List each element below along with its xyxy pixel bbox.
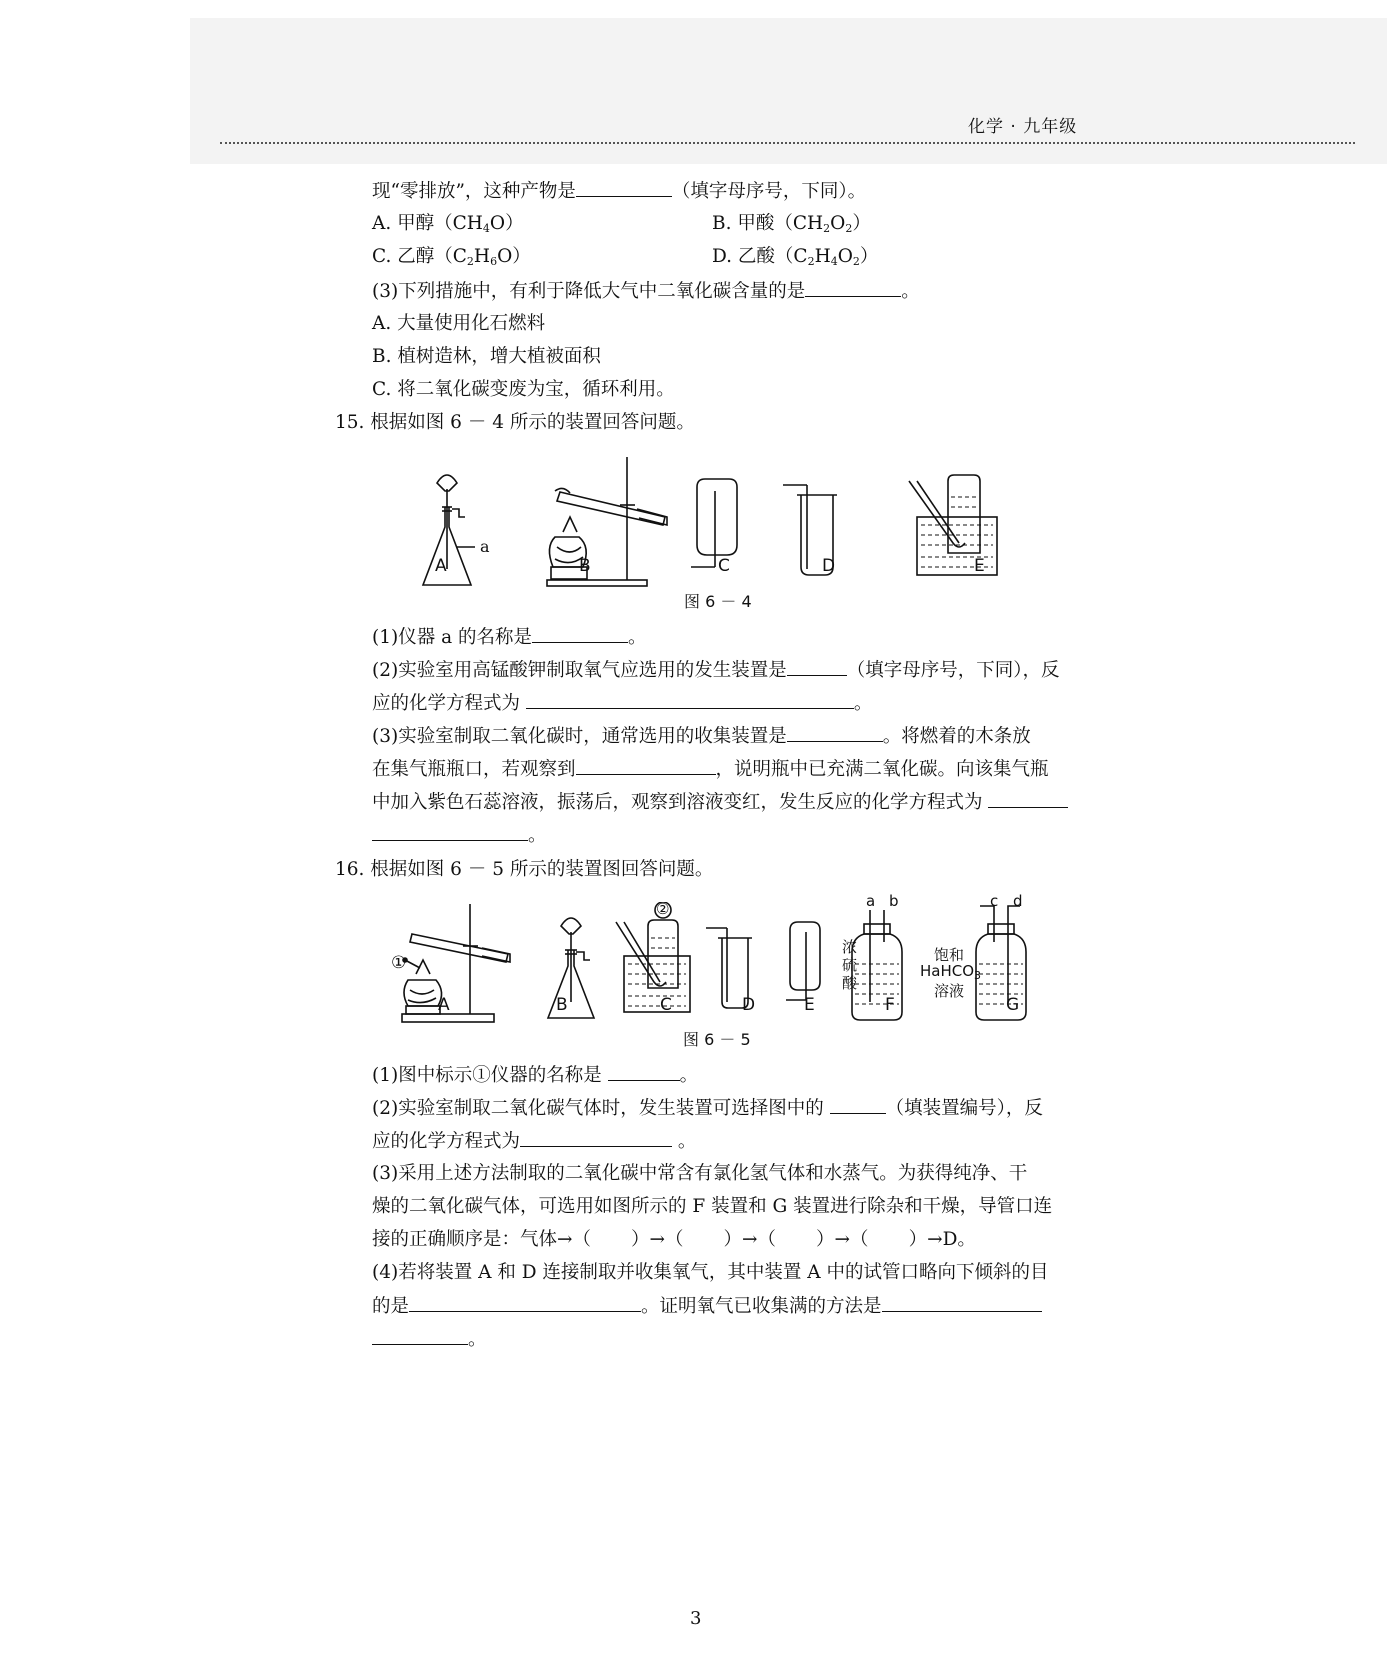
q15-part3d: 。 (372, 822, 547, 849)
q16-part2b: 应的化学方程式为 。 (372, 1128, 696, 1155)
q15-part3: (3)实验室制取二氧化碳时，通常选用的收集装置是 。将燃着的木条放 (372, 723, 1031, 750)
fig65-caption: 图 6 － 5 (683, 1030, 751, 1049)
answer-blank[interactable] (532, 624, 628, 643)
q16-part3b: 燥的二氧化碳气体，可选用如图所示的 F 装置和 G 装置进行除杂和干燥，导管口连 (372, 1196, 1053, 1217)
option-a: A. 甲醇$(CH_4O)$ (372, 213, 524, 235)
g-side-label-1: 饱和 (934, 946, 965, 964)
answer-blank[interactable] (576, 178, 672, 197)
fig64-label-c: C (718, 556, 730, 576)
q16-part3c: 接的正确顺序是：气体→（ ）→（ ）→（ ）→（ ）→D。 (372, 1229, 976, 1250)
header-title: 化学 · 九年级 (968, 117, 1078, 137)
apparatus-c (616, 902, 690, 1012)
g-side-label-2: HaHCO$_3$ (920, 962, 982, 982)
q16-part4c: 。 (372, 1326, 487, 1353)
q16-part2: (2)实验室制取二氧化碳气体时，发生装置可选择图中的 （填装置编号），反 (372, 1095, 1043, 1122)
answer-blank[interactable] (830, 1095, 886, 1114)
fig64-caption: 图 6 － 4 (684, 592, 752, 611)
answer-blank[interactable] (372, 1326, 468, 1345)
apparatus-b (548, 918, 594, 1018)
answer-blank[interactable] (805, 278, 901, 297)
q16-title: 16. 根据如图 6 － 5 所示的装置图回答问题。 (335, 859, 714, 880)
port-d-label: d (1013, 892, 1023, 910)
fig65-label-f: F (885, 995, 895, 1015)
header-divider (220, 142, 1355, 144)
option-d: D. 乙酸$(C_2H_4O_2)$ (712, 246, 879, 268)
option-c: C. 乙醇$(C_2H_6O)$ (372, 246, 531, 268)
q15-part2: (2)实验室用高锰酸钾制取氧气应选用的发生装置是 （填字母序号，下同），反 (372, 657, 1059, 684)
q14-part3-option-c: C. 将二氧化碳变废为宝，循环利用。 (372, 379, 675, 400)
q15-part3b: 在集气瓶瓶口，若观察到 ，说明瓶中已充满二氧化碳。向该集气瓶 (372, 756, 1049, 783)
q14-part3-option-b: B. 植树造林，增大植被面积 (372, 346, 601, 367)
answer-blank[interactable] (882, 1293, 1042, 1312)
apparatus-c (691, 479, 737, 567)
page-number: 3 (690, 1608, 702, 1629)
fig65-label-d: D (742, 995, 756, 1015)
fig65-label-a: A (438, 995, 450, 1015)
g-side-label-3: 溶液 (934, 982, 965, 1000)
fig64-label-d: D (822, 556, 836, 576)
q15-title: 15. 根据如图 6 － 4 所示的装置回答问题。 (335, 412, 695, 433)
q14-line-1: 现“零排放”，这种产物是 （填字母序号，下同）。 (372, 178, 866, 205)
answer-blank[interactable] (608, 1062, 680, 1081)
q14-part3-option-a: A. 大量使用化石燃料 (372, 313, 546, 334)
answer-blank[interactable] (787, 657, 847, 676)
answer-blank[interactable] (526, 690, 854, 709)
port-c-label: c (990, 892, 999, 910)
answer-blank[interactable] (520, 1128, 672, 1147)
answer-blank[interactable] (409, 1293, 641, 1312)
answer-blank[interactable] (576, 756, 716, 775)
q16-part4b: 的是 。证明氧气已收集满的方法是 (372, 1293, 1042, 1320)
q15-part2b: 应的化学方程式为 。 (372, 690, 872, 717)
q16-part4a: (4)若将装置 A 和 D 连接制取并收集氧气，其中装置 A 中的试管口略向下倾斜的目 (372, 1262, 1049, 1283)
q16-part1: (1)图中标示①仪器的名称是 。 (372, 1062, 698, 1089)
answer-blank[interactable] (372, 822, 528, 841)
fig65-label-b: B (556, 995, 568, 1015)
answer-blank[interactable] (988, 789, 1068, 808)
fig65-label-g: G (1006, 995, 1020, 1015)
circle-1-label: ① (391, 953, 407, 973)
apparatus-e (786, 922, 820, 1000)
circle-2-label: ② (656, 900, 670, 918)
apparatus-a (423, 475, 475, 585)
port-b-label: b (889, 892, 899, 910)
apparatus-a (402, 904, 510, 1022)
fig64-label-b: B (579, 556, 591, 576)
fig65-label-e: E (804, 995, 815, 1015)
q15-part1: (1)仪器 a 的名称是 。 (372, 624, 647, 651)
pointer-a-label: a (480, 537, 490, 556)
port-a-label: a (866, 892, 876, 910)
option-b: B. 甲酸$(CH_2O_2)$ (712, 213, 871, 235)
q14-part3: (3)下列措施中，有利于降低大气中二氧化碳含量的是 。 (372, 278, 920, 305)
fig64-label-e: E (974, 556, 985, 576)
answer-blank[interactable] (787, 723, 883, 742)
q16-part3a: (3)采用上述方法制取的二氧化碳中常含有氯化氢气体和水蒸气。为获得纯净、干 (372, 1163, 1028, 1184)
fig65-label-c: C (660, 995, 672, 1015)
fig64-label-a: A (435, 556, 447, 576)
apparatus-b (547, 457, 667, 586)
q15-part3c: 中加入紫色石蕊溶液，振荡后，观察到溶液变红，发生反应的化学方程式为 (372, 789, 1068, 816)
f-side-label: 浓 硫 酸 (842, 938, 858, 992)
